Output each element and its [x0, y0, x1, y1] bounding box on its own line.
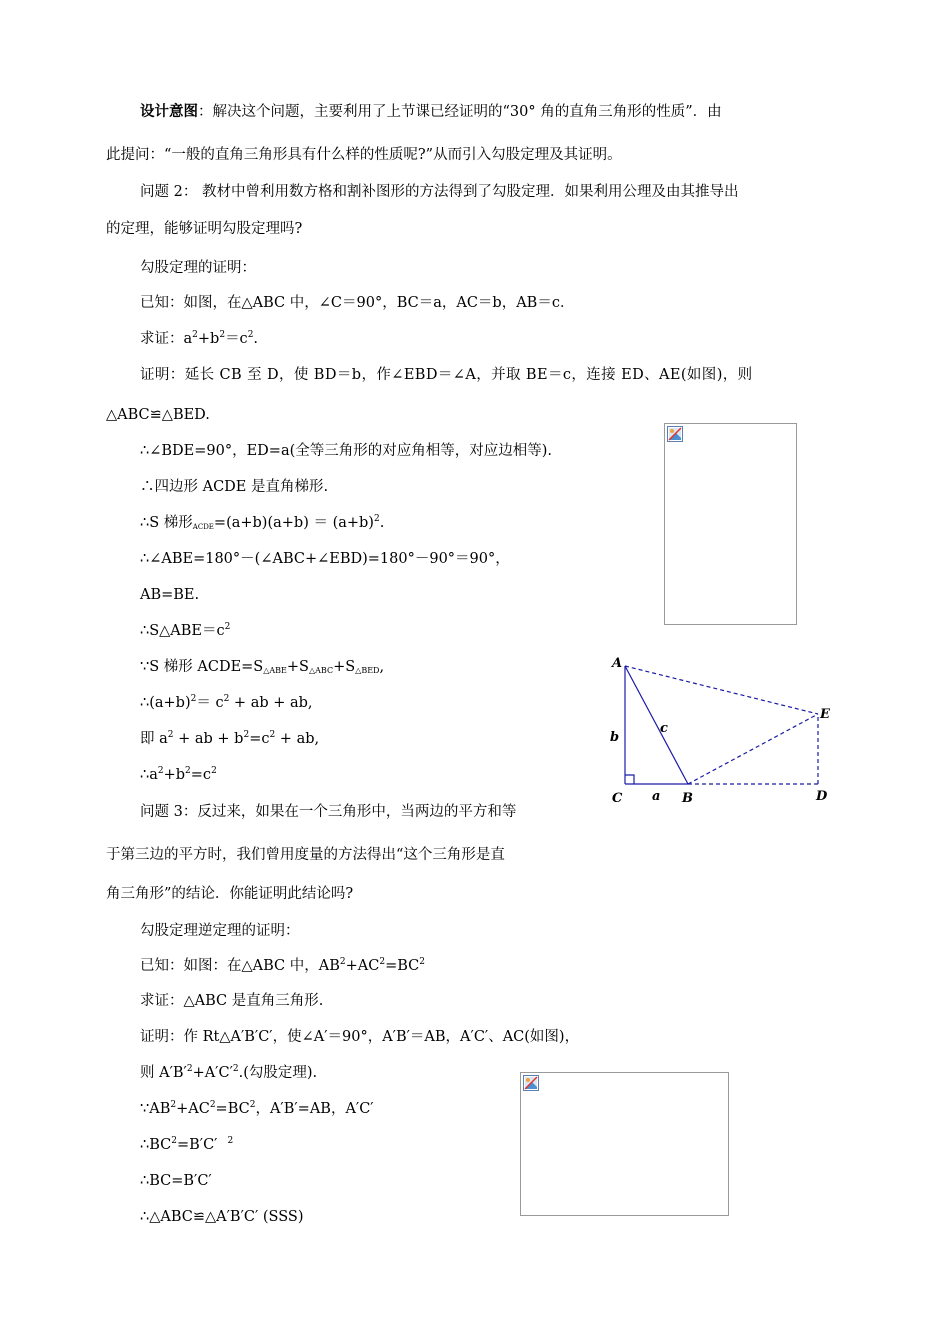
question-3-line-3: 角三角形”的结论．你能证明此结论吗?: [106, 886, 354, 902]
proof-step-expand: $\therefore(a+b)^2= c^2$ + ab + ab,: [140, 694, 313, 711]
design-intent-line-1: 设计意图：解决这个问题，主要利用了上节课已经证明的“30° 角的直角三角形的性质”．由: [140, 104, 722, 120]
broken-image-icon: [667, 426, 683, 442]
converse-step-2: $\therefore BC^2=B'C'$ $^2$: [140, 1136, 234, 1153]
segment-ab: [625, 666, 688, 784]
design-intent-line-2: 此提问：“一般的直角三角形具有什么样的性质呢?”从而引入勾股定理及其证明。: [106, 147, 622, 163]
question-3-line-2: 于第三边的平方时，我们曾用度量的方法得出“这个三角形是直: [106, 847, 505, 863]
label-side-b: b: [610, 730, 620, 745]
proof-step-area-abe: $\therefore S\triangle ABE=c^2$: [140, 622, 231, 639]
label-side-c: c: [660, 721, 668, 736]
image-placeholder-top: [664, 423, 797, 625]
proof-title: 勾股定理的证明：: [140, 260, 256, 276]
label-b-vertex: B: [682, 791, 693, 806]
converse-prove: 求证：△ABC 是直角三角形.: [140, 993, 324, 1009]
converse-step-3: ∴BC=B′C′: [140, 1173, 212, 1189]
question-2-line-2: 的定理，能够证明勾股定理吗?: [106, 221, 303, 237]
geometry-figure: [608, 652, 838, 807]
segment-be-dashed: [688, 714, 818, 784]
converse-proof-line-1: 证明：作 Rt△A′B′C′，使∠A′＝90°，A′B′＝AB，A′C′、AC(如图)，: [140, 1029, 580, 1045]
converse-step-1: $\because AB^2+AC^2=BC^2$，A′B′=AB，A′C′: [140, 1100, 374, 1117]
proof-step-area-trapezoid: ∴S 梯形$_{ACDE}=(a+b)(a+b) = (a+b)^2$.: [140, 514, 385, 531]
converse-conclusion: ∴△ABC≌△A′B′C′ (SSS): [140, 1209, 304, 1225]
label-d-vertex: D: [816, 789, 828, 804]
given-statement: 已知：如图，在△ABC 中，∠C＝90°，BC＝a，AC＝b，AB＝c．: [140, 295, 575, 311]
segment-ae-dashed: [625, 666, 818, 714]
proof-step-bde: ∴∠BDE=90°，ED=a(全等三角形的对应角相等，对应边相等).: [140, 443, 553, 459]
broken-image-icon: [523, 1075, 539, 1091]
proof-line-2: △ABC≌△BED.: [106, 407, 210, 423]
label-e-vertex: E: [820, 707, 830, 722]
question-2-line-1: 问题 2： 教材中曾利用数方格和割补图形的方法得到了勾股定理．如果利用公理及由其推导出: [140, 184, 739, 200]
converse-proof-line-2: 则 $A'B'^2+A'C'^2$.(勾股定理).: [140, 1064, 318, 1081]
converse-given: 已知：如图：在△ABC 中，$AB^2+AC^2=BC^2$: [140, 957, 425, 974]
image-placeholder-bottom: [520, 1072, 729, 1216]
converse-proof-title: 勾股定理逆定理的证明：: [140, 923, 300, 939]
proof-step-trapezoid: ∴四边形 ACDE 是直角梯形.: [140, 479, 329, 495]
proof-step-area-sum: ∵S 梯形 $ACDE=S_{\triangle ABE}+S_{\triangle ABC}+S_{\triangle BED}$,: [140, 659, 385, 675]
proof-step-simplify: 即 $a^2$ + ab + $b^2=c^2$ + ab,: [140, 730, 320, 747]
label-c-vertex: C: [612, 791, 623, 806]
label-side-a: a: [652, 789, 661, 804]
proof-conclusion: $\therefore a^2+b^2=c^2$: [140, 766, 217, 783]
proof-line-1: 证明：延长 CB 至 D，使 BD＝b，作∠EBD＝∠A，并取 BE＝c，连接 ED、AE(如图)，则: [140, 367, 753, 383]
design-intent-label: 设计意图: [140, 104, 198, 120]
prove-statement: 求证：$a^2+b^2=c^2$.: [140, 330, 259, 347]
proof-step-ab-be: AB=BE.: [140, 587, 200, 603]
right-angle-mark: [625, 775, 634, 784]
label-a-vertex: A: [612, 656, 623, 671]
question-3-line-1: 问题 3：反过来，如果在一个三角形中，当两边的平方和等: [140, 804, 517, 820]
proof-step-angle-abe: ∴∠ABE=180°－(∠ABC+∠EBD)=180°－90°＝90°，: [140, 551, 510, 567]
